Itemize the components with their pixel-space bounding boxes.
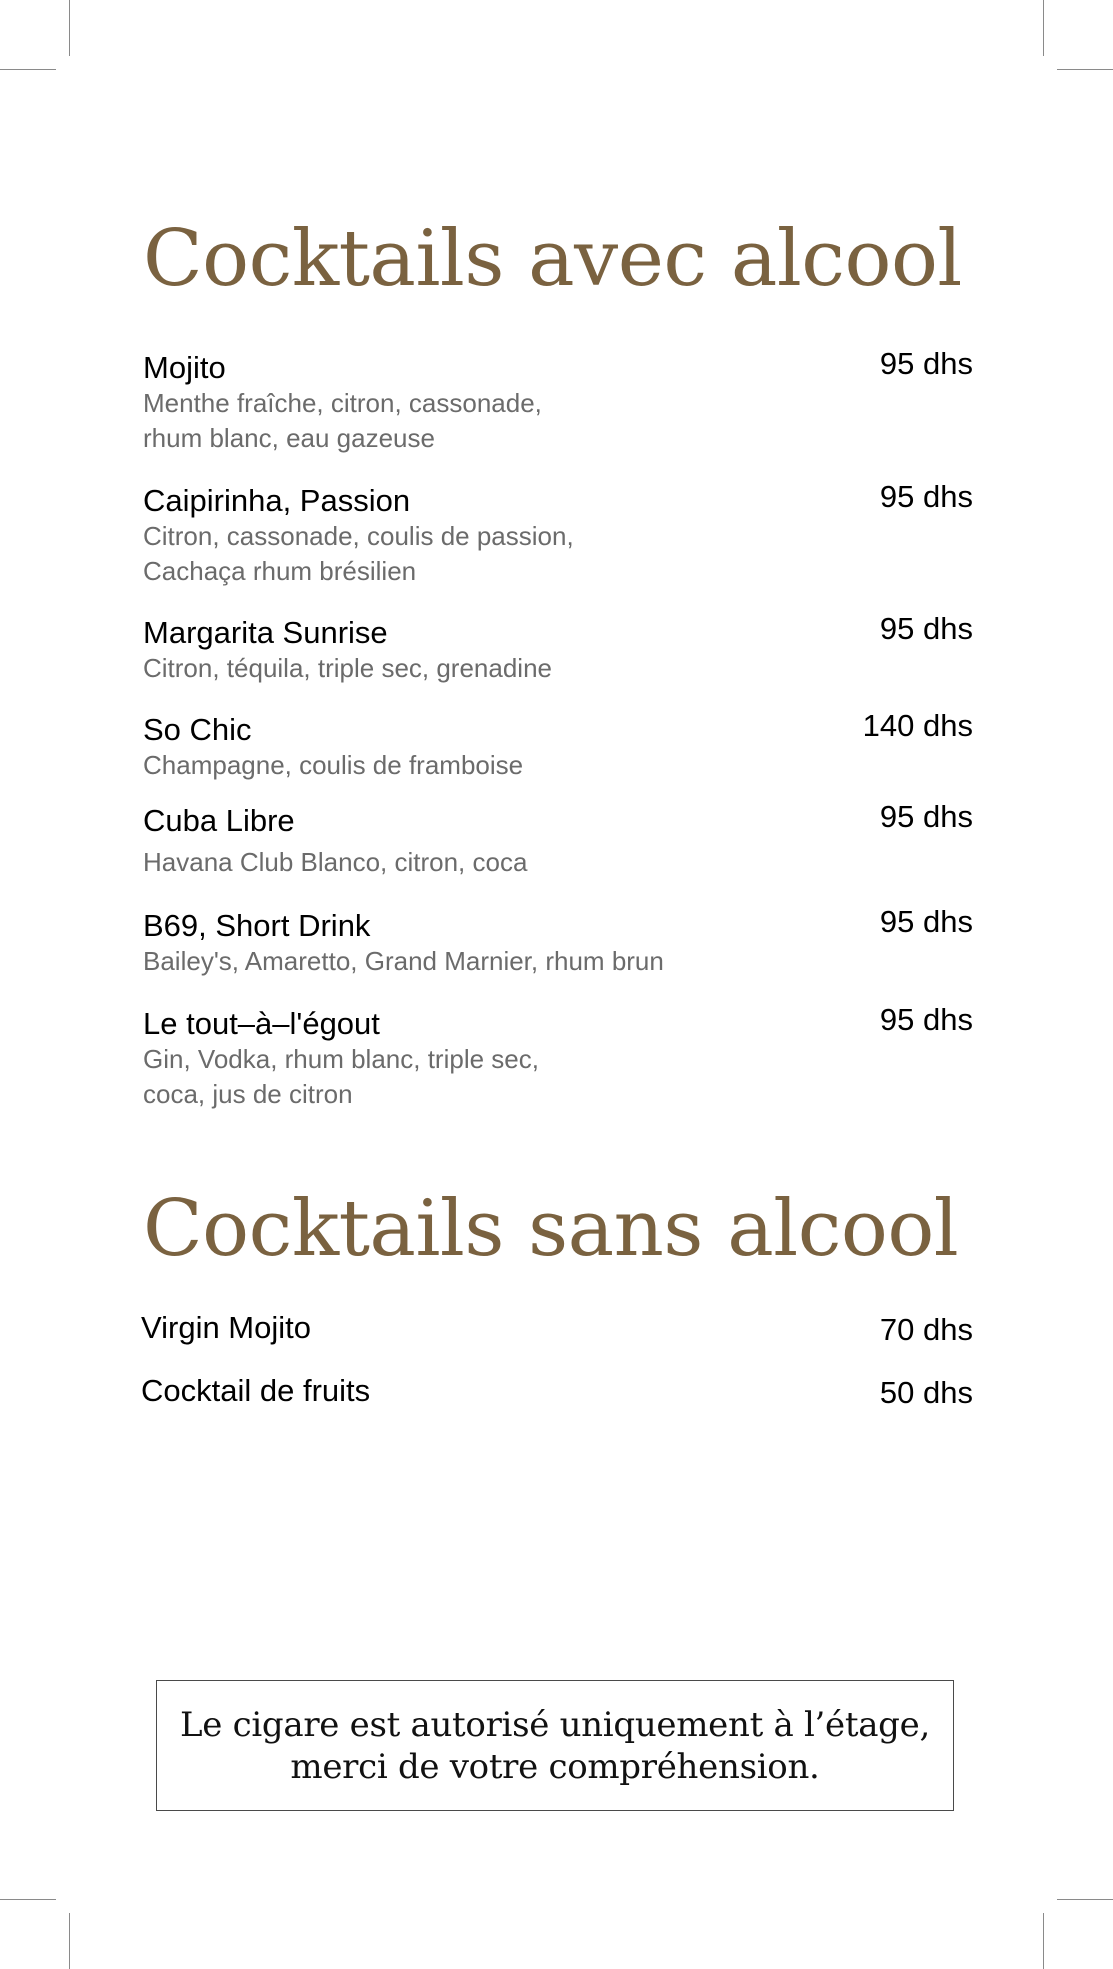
item-name: Cuba Libre: [143, 803, 295, 838]
item-name: Margarita Sunrise: [143, 615, 388, 650]
item-name: Le tout–à–l'égout: [143, 1006, 380, 1041]
item-description: Citron, cassonade, coulis de passion, Cachaça rhum brésilien: [143, 521, 574, 586]
item-price: 95 dhs: [879, 346, 973, 381]
cigar-notice-box: [156, 1680, 954, 1811]
crop-mark-bottom-right-vertical: [1043, 1913, 1044, 1969]
crop-mark-top-right-horizontal: [1057, 69, 1113, 70]
item-description: Citron, téquila, triple sec, grenadine: [143, 653, 553, 683]
item-description: Bailey's, Amaretto, Grand Marnier, rhum brun: [143, 946, 664, 976]
menu-item-cuba-libre: [143, 799, 973, 880]
item-description: Gin, Vodka, rhum blanc, triple sec, coca, jus de citron: [143, 1044, 539, 1109]
menu-item-le-tout-a-legout: [143, 1002, 973, 1112]
item-name: Caipirinha, Passion: [143, 483, 411, 518]
section-title-with-alcohol: Cocktails avec alcool: [143, 214, 962, 304]
item-name: Mojito: [143, 350, 226, 385]
menu-item-margarita-sunrise: [143, 611, 973, 686]
item-price: 140 dhs: [862, 708, 973, 743]
item-description: Havana Club Blanco, citron, coca: [143, 847, 528, 877]
crop-mark-bottom-left-horizontal: [0, 1899, 56, 1900]
crop-mark-bottom-right-horizontal: [1057, 1899, 1113, 1900]
section-title-without-alcohol: Cocktails sans alcool: [143, 1184, 959, 1274]
cigar-notice-text: Le cigare est autorisé uniquement à l’étage, merci de votre compréhension.: [180, 1704, 930, 1787]
item-name: Cocktail de fruits: [141, 1373, 371, 1408]
crop-mark-top-left-horizontal: [0, 69, 56, 70]
crop-mark-top-left-vertical: [69, 0, 70, 56]
item-price: 95 dhs: [879, 799, 973, 834]
item-name: B69, Short Drink: [143, 908, 371, 943]
crop-mark-bottom-left-vertical: [69, 1913, 70, 1969]
item-price: 50 dhs: [879, 1375, 973, 1410]
item-price: 95 dhs: [879, 479, 973, 514]
menu-item-mojito: [143, 346, 973, 456]
item-price: 95 dhs: [879, 904, 973, 939]
menu-item-virgin-mojito: [141, 1310, 973, 1346]
item-description: Menthe fraîche, citron, cassonade, rhum blanc, eau gazeuse: [143, 388, 542, 453]
menu-item-caipirinha: [143, 479, 973, 589]
menu-item-cocktail-de-fruits: [141, 1373, 973, 1409]
item-description: Champagne, coulis de framboise: [143, 750, 524, 780]
menu-item-so-chic: [143, 708, 973, 783]
item-price: 70 dhs: [879, 1312, 973, 1347]
item-price: 95 dhs: [879, 611, 973, 646]
menu-item-b69: [143, 904, 973, 979]
crop-mark-top-right-vertical: [1043, 0, 1044, 56]
item-price: 95 dhs: [879, 1002, 973, 1037]
item-name: So Chic: [143, 712, 252, 747]
item-name: Virgin Mojito: [141, 1310, 312, 1345]
